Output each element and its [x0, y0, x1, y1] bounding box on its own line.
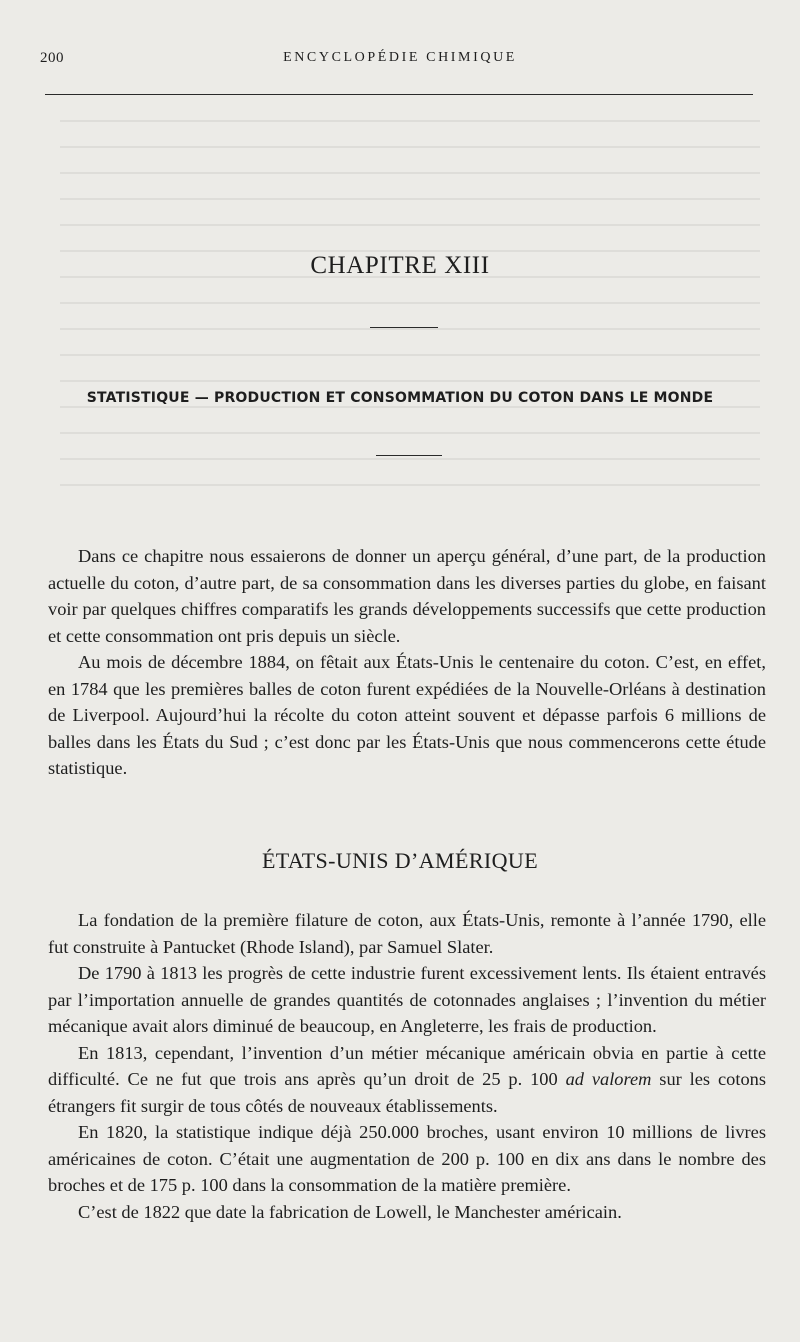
section-title: ÉTATS-UNIS D’AMÉRIQUE [261, 848, 539, 873]
paragraph: La fondation de la première filature de coton, aux États-Unis, remonte à l’année 1790, elle fut construite à Pantucket (Rhode Island), par Samuel Slater. [48, 910, 766, 957]
chapter-title: CHAPITRE XIII [310, 252, 490, 279]
text-run: sur les cotons étrangers fit surgir de tous côtés de nouveaux établissements. [48, 1069, 766, 1116]
section-text [48, 907, 766, 1225]
chapter-divider [370, 327, 438, 328]
chapter-heading: STATISTIQUE — PRODUCTION ET CONSOMMATION DU COTON DANS LE MONDE [86, 390, 714, 406]
intro-text [48, 543, 766, 782]
paragraph: De 1790 à 1813 les progrès de cette industrie furent excessivement lents. Ils étaient entravés par l’importation annuelle de grandes quantités de cotonnades anglaises ; l’invention du métier mécanique avait alors diminué de beaucoup, en Angleterre, les frais de production. [48, 963, 766, 1036]
italic-term: ad valorem [565, 1069, 652, 1089]
paragraph: En 1820, la statistique indique déjà 250.000 broches, usant environ 10 millions de livres américaines de coton. C’était une augmentation de 200 p. 100 en dix ans dans le nombre des broches et de 175 p. 100 dans la consommation de la matière première. [48, 1122, 766, 1195]
show-through-texture [60, 100, 760, 500]
paragraph: Dans ce chapitre nous essaierons de donner un aperçu général, d’une part, de la production actuelle du coton, d’autre part, de sa consommation dans les diverses parties du globe, en faisant voir par quelques chiffres comparatifs les grands développements successifs que cette production et cette consommation ont pris depuis un siècle. [48, 546, 766, 646]
heading-divider [376, 455, 442, 456]
text-run: En 1813, cependant, l’invention d’un métier mécanique américain obvia en partie à cette difficulté. Ce ne fut que trois ans après qu’un droit de 25 p. 100 [48, 1042, 766, 1089]
header-rule [45, 94, 753, 95]
paragraph [48, 1040, 766, 1120]
paragraph: C’est de 1822 que date la fabrication de Lowell, le Manchester américain. [78, 1201, 622, 1222]
paragraph: Au mois de décembre 1884, on fêtait aux États-Unis le centenaire du coton. C’est, en effet, en 1784 que les premières balles de coton furent expédiées de la Nouvelle-Orléans à destination de Liverpool. Aujourd’hui la récolte du coton atteint souvent et dépasse parfois 6 millions de balles dans les États du Sud ; c’est donc par les États-Unis que nous commencerons cette étude statistique. [48, 652, 766, 778]
page-number: 200 [40, 50, 64, 66]
running-title: ENCYCLOPÉDIE CHIMIQUE [283, 50, 517, 65]
